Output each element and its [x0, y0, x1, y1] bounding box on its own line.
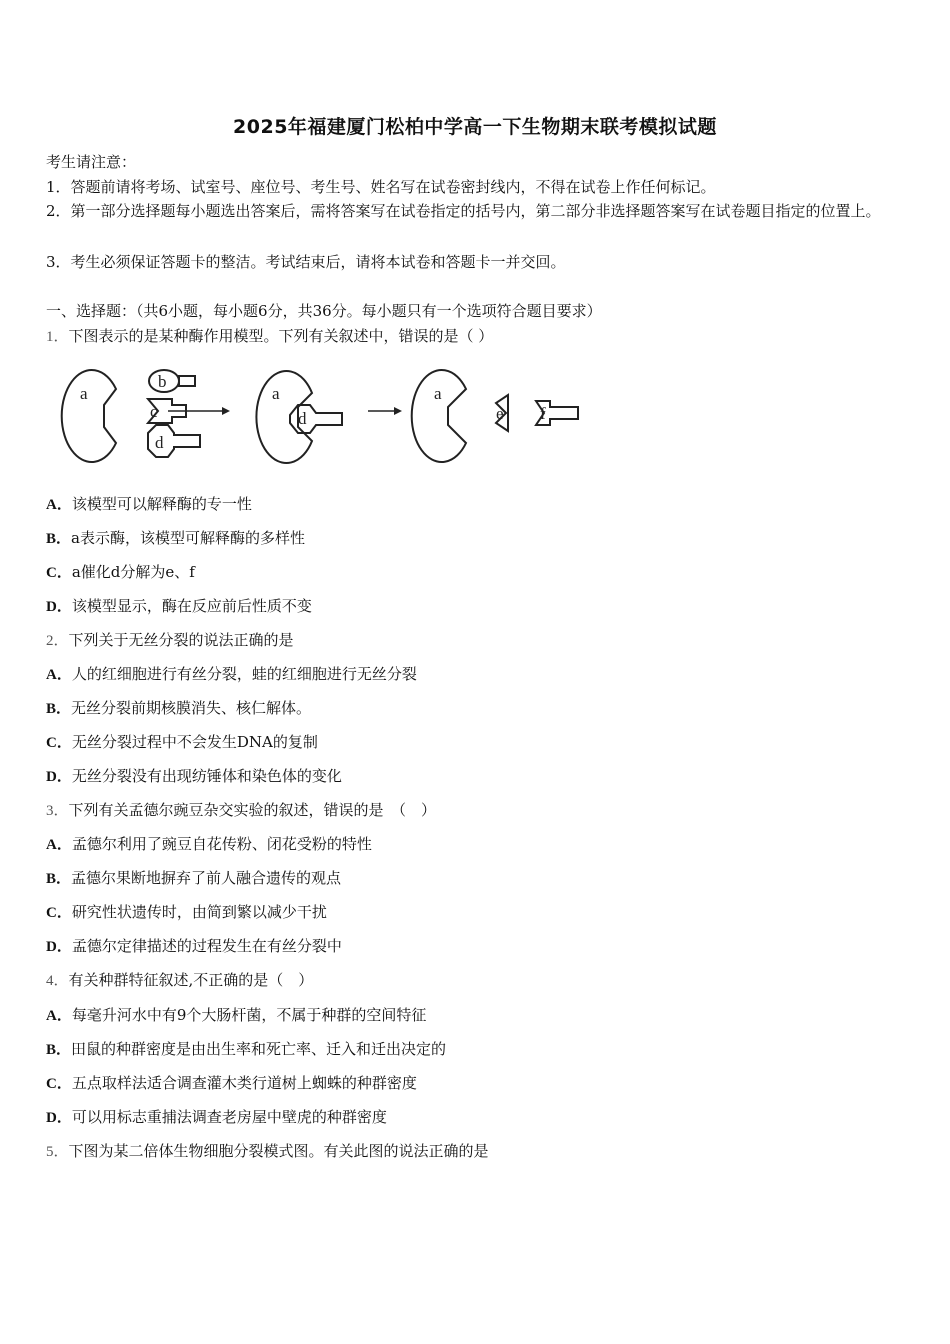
notice-item-1: 1．答题前请将考场、试室号、座位号、考生号、姓名写在试卷密封线内，不得在试卷上作任何标记。 — [46, 178, 716, 196]
q4-option-a: A．每毫升河水中有9个大肠杆菌，不属于种群的空间特征 — [46, 1006, 427, 1024]
q3-option-b: B．孟德尔果断地摒弃了前人融合遗传的观点 — [46, 869, 342, 887]
q3-option-d: D．孟德尔定律描述的过程发生在有丝分裂中 — [46, 937, 342, 955]
q1-option-c: C．a催化d分解为e、f — [46, 563, 195, 581]
q4-option-c: C．五点取样法适合调查灌木类行道树上蜘蛛的种群密度 — [46, 1074, 417, 1092]
q4-option-b: B．田鼠的种群密度是由出生率和死亡率、迁入和迁出决定的 — [46, 1040, 447, 1058]
question-stem: 有关种群特征叙述,不正确的是（ ） — [68, 971, 314, 989]
figure-label-b: b — [158, 372, 167, 391]
question-number: 5． — [46, 1144, 69, 1160]
arrow-1-head — [222, 407, 230, 415]
question-5 — [46, 1141, 489, 1162]
q1-option-a: A．该模型可以解释酶的专一性 — [46, 495, 252, 513]
question-stem: 下图表示的是某种酶作用模型。下列有关叙述中，错误的是（ ） — [68, 327, 494, 345]
question-number: 2． — [46, 633, 69, 649]
question-number: 4． — [46, 973, 69, 989]
q2-option-c: C．无丝分裂过程中不会发生DNA的复制 — [46, 733, 318, 751]
q1-option-b: B．a表示酶，该模型可解释酶的多样性 — [46, 529, 305, 547]
q2-option-d: D．无丝分裂没有出现纺锤体和染色体的变化 — [46, 767, 342, 785]
question-1 — [46, 326, 493, 347]
figure-label-d2: d — [298, 409, 307, 428]
question-3 — [46, 800, 436, 821]
q2-option-b: B．无丝分裂前期核膜消失、核仁解体。 — [46, 699, 312, 717]
notice-item-2: 2．第一部分选择题每小题选出答案后，需将答案写在试卷指定的括号内，第二部分非选择题答案写在试卷题目指定的位置上。 — [46, 202, 881, 220]
q1-option-d: D．该模型显示，酶在反应前后性质不变 — [46, 597, 312, 615]
figure-label-e: e — [496, 404, 504, 423]
question-number: 3． — [46, 803, 69, 819]
figure-label-a1: a — [80, 384, 88, 403]
q4-option-d: D．可以用标志重捕法调查老房屋中壁虎的种群密度 — [46, 1108, 387, 1126]
question-stem: 下列关于无丝分裂的说法正确的是 — [68, 631, 294, 649]
section-heading: 一、选择题：（共6小题，每小题6分，共36分。每小题只有一个选项符合题目要求） — [46, 302, 602, 320]
question-2 — [46, 630, 294, 651]
figure-label-c: c — [150, 402, 158, 421]
enzyme-a-shape — [62, 370, 116, 462]
arrow-2-head — [394, 407, 402, 415]
figure-label-a3: a — [434, 384, 442, 403]
question-stem: 下图为某二倍体生物细胞分裂模式图。有关此图的说法正确的是 — [68, 1142, 489, 1160]
figure-label-f: f — [540, 404, 546, 423]
q3-option-a: A．孟德尔利用了豌豆自花传粉、闭花受粉的特性 — [46, 835, 372, 853]
page-title: 2025年福建厦门松柏中学高一下生物期末联考模拟试题 — [233, 116, 717, 138]
figure-label-d1: d — [155, 433, 164, 452]
question-stem: 下列有关孟德尔豌豆杂交实验的叙述，错误的是 （ ） — [68, 801, 437, 819]
question-4 — [46, 970, 313, 991]
q3-option-c: C．研究性状遗传时，由简到繁以减少干扰 — [46, 903, 327, 921]
q2-option-a: A．人的红细胞进行有丝分裂，蛙的红细胞进行无丝分裂 — [46, 665, 417, 683]
notice-item-3: 3．考生必须保证答题卡的整洁。考试结束后，请将本试卷和答题卡一并交回。 — [46, 253, 566, 271]
notice-heading: 考生请注意： — [46, 153, 137, 171]
question-number: 1． — [46, 329, 69, 345]
figure-label-a2: a — [272, 384, 280, 403]
enzyme-model-figure — [46, 355, 606, 467]
substrate-b — [149, 370, 195, 392]
